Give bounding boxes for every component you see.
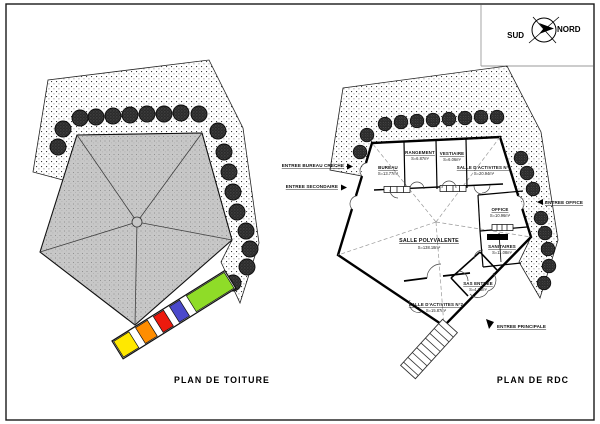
tree-icon [173,105,189,121]
entrance-arrow-icon [486,319,494,329]
tree-icon [50,139,66,155]
room-area: S=6.87m² [411,156,429,161]
title-block-divider [481,5,593,66]
room-label: SAS ENTREE [463,281,493,286]
compass-north-label: NORD [557,25,581,34]
room-label: SALLE POLYVALENTE [399,238,459,244]
tree-icon [105,108,121,124]
tree-icon [360,128,374,142]
rdc-plan-title: PLAN DE RDC [496,375,570,385]
room-area: S=11.08m² [492,250,512,255]
compass-south-label: SUD [507,31,524,40]
room-label: BUREAU [378,165,398,170]
tree-icon [239,259,255,275]
room-area: S=6.06m² [443,157,461,162]
tree-icon [216,144,232,160]
room-area: S=138.18m² [417,245,441,250]
room-area: S=15.87m² [425,308,447,313]
tree-icon [221,164,237,180]
sanitary-fixture [487,234,508,240]
entrance-label: ENTREE SECONDAIRE [285,184,338,189]
roof-plan-title: PLAN DE TOITURE [173,375,271,385]
room-area: S=13.77m² [377,171,399,176]
tree-icon [534,211,548,225]
tree-icon [538,226,552,240]
tree-icon [225,184,241,200]
tree-icon [139,106,155,122]
rdc-plan [282,66,583,385]
compass-rose [507,17,581,43]
tree-icon [514,151,528,165]
tree-icon [378,117,392,131]
entrance-arrow-icon [341,185,347,191]
tree-icon [541,242,555,256]
room-area: S=10.96m² [489,213,511,218]
tree-icon [238,223,254,239]
room-label: RANGEMENT [405,150,435,155]
tree-icon [210,123,226,139]
tree-icon [520,166,534,180]
tree-icon [410,114,424,128]
tree-icon [122,107,138,123]
tree-icon [191,106,207,122]
entrance-walkway [401,319,458,378]
room-label: SALLE D'ACTIVITES N°2 [408,302,464,307]
room-label: VESTIAIRE [439,151,465,156]
tree-icon [442,112,456,126]
tree-icon [490,110,504,124]
tree-icon [426,113,440,127]
room-area: S=4.73m² [469,287,487,292]
roof-apex [132,217,142,227]
tree-icon [537,276,551,290]
tree-icon [229,204,245,220]
tree-icon [458,111,472,125]
tree-icon [353,145,367,159]
room-area: S=20.94m² [473,171,495,176]
tree-icon [394,115,408,129]
room-label: OFFICE [491,207,509,212]
tree-icon [526,182,540,196]
tree-icon [88,109,104,125]
entrance-label: ENTREE OFFICE [545,200,584,205]
room-label: SANITAIRES [488,244,516,249]
tree-icon [542,259,556,273]
room-label: SALLE D'ACTIVITES N°1 [456,165,512,170]
roof-plan [33,60,270,385]
tree-icon [156,106,172,122]
tree-icon [55,121,71,137]
tree-icon [474,110,488,124]
tree-icon [242,241,258,257]
entrance-label: ENTREE PRINCIPALE [497,324,547,329]
entrance-label: ENTREE BUREAU CRECHE [281,163,344,168]
roof-ramp-segment-green [186,272,234,311]
tree-icon [72,110,88,126]
